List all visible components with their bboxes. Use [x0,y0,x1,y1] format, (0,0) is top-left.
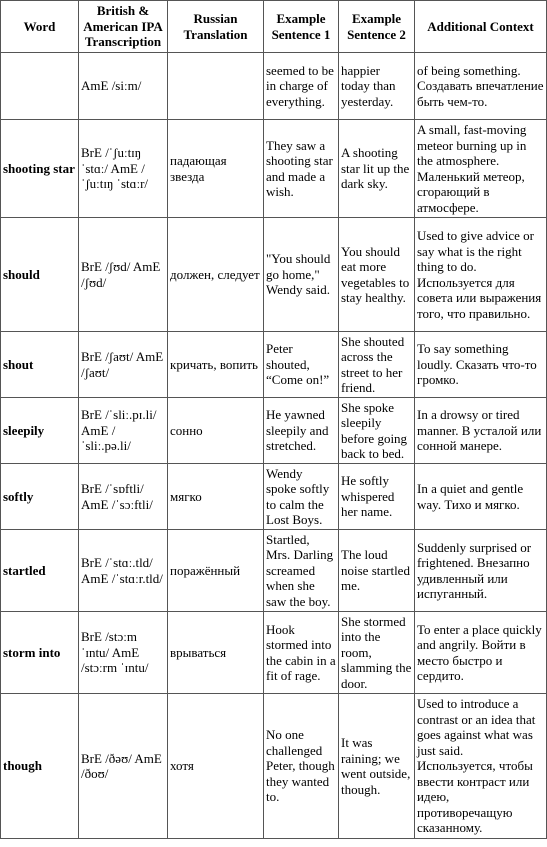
ipa-cell: BrE /ˈsɒftli/ AmE /ˈsɔːftli/ [79,464,168,530]
ipa-cell: BrE /stɔːm ˈɪntu/ AmE /stɔːrm ˈɪntu/ [79,612,168,694]
word-cell: should [1,218,79,332]
example-2-cell: You should eat more vegetables to stay healthy. [339,218,415,332]
table-row [1,398,547,464]
example-2-cell: He softly whispered her name. [339,464,415,530]
example-1-cell: No one challenged Peter, though they wanted to. [264,694,339,839]
word-cell: storm into [1,612,79,694]
russian-cell: хотя [168,694,264,839]
example-1-cell: Startled, Mrs. Darling screamed when she saw the boy. [264,530,339,612]
example-2-cell: She shouted across the street to her friend. [339,332,415,398]
ipa-cell: BrE /ʃʊd/ AmE /ʃʊd/ [79,218,168,332]
russian-cell: врываться [168,612,264,694]
table-row [1,694,547,839]
ipa-cell: BrE /ʃaʊt/ AmE /ʃaʊt/ [79,332,168,398]
header-row [1,1,547,53]
header-word: Word [1,1,79,53]
context-cell: To enter a place quickly and angrily. Войти в место быстро и сердито. [415,612,547,694]
context-cell: In a drowsy or tired manner. В усталой или сонной манере. [415,398,547,464]
context-cell: of being something. Создавать впечатление быть чем-то. [415,53,547,120]
context-cell: Suddenly surprised or frightened. Внезапно удивленный или испуганный. [415,530,547,612]
word-cell: softly [1,464,79,530]
table-row [1,464,547,530]
header-example-1: Example Sentence 1 [264,1,339,53]
russian-cell: поражённый [168,530,264,612]
header-example-2: Example Sentence 2 [339,1,415,53]
table-row [1,332,547,398]
header-ipa: British & American IPA Transcription [79,1,168,53]
ipa-cell: BrE /ˈstɑː.tld/ AmE /ˈstɑːr.tld/ [79,530,168,612]
table-row [1,530,547,612]
word-cell: shout [1,332,79,398]
context-cell: A small, fast-moving meteor burning up in the atmosphere. Маленький метеор, сгорающий в атмосфере. [415,120,547,218]
context-cell: Used to give advice or say what is the right thing to do. Используется для совета или выражения того, что правильно. [415,218,547,332]
word-cell: sleepily [1,398,79,464]
example-2-cell: The loud noise startled me. [339,530,415,612]
table-row [1,612,547,694]
russian-cell: кричать, вопить [168,332,264,398]
context-cell: Used to introduce a contrast or an idea that goes against what was just said. Используется, чтобы ввести контраст или идею, противоречащую сказанному. [415,694,547,839]
example-1-cell: Hook stormed into the cabin in a fit of rage. [264,612,339,694]
header-context: Additional Context [415,1,547,53]
example-2-cell: It was raining; we went outside, though. [339,694,415,839]
example-2-cell: She spoke sleepily before going back to bed. [339,398,415,464]
russian-cell: сонно [168,398,264,464]
word-cell [1,53,79,120]
example-1-cell: seemed to be in charge of everything. [264,53,339,120]
russian-cell: падающая звезда [168,120,264,218]
word-cell: startled [1,530,79,612]
example-1-cell: Wendy spoke softly to calm the Lost Boys. [264,464,339,530]
example-1-cell: "You should go home," Wendy said. [264,218,339,332]
table-row [1,120,547,218]
example-1-cell: They saw a shooting star and made a wish. [264,120,339,218]
context-cell: In a quiet and gentle way. Тихо и мягко. [415,464,547,530]
header-russian: Russian Translation [168,1,264,53]
word-cell: though [1,694,79,839]
russian-cell: должен, следует [168,218,264,332]
context-cell: To say something loudly. Сказать что-то громко. [415,332,547,398]
example-2-cell: She stormed into the room, slamming the door. [339,612,415,694]
ipa-cell: AmE /siːm/ [79,53,168,120]
russian-cell [168,53,264,120]
example-1-cell: Peter shouted, “Come on!” [264,332,339,398]
table-row [1,53,547,120]
example-1-cell: He yawned sleepily and stretched. [264,398,339,464]
table-row [1,218,547,332]
ipa-cell: BrE /ˈʃuːtɪŋ ˈstɑː/ AmE /ˈʃuːtɪŋ ˈstɑːr/ [79,120,168,218]
russian-cell: мягко [168,464,264,530]
word-cell: shooting star [1,120,79,218]
example-2-cell: A shooting star lit up the dark sky. [339,120,415,218]
ipa-cell: BrE /ðəʊ/ AmE /ðoʊ/ [79,694,168,839]
ipa-cell: BrE /ˈsliː.pɪ.li/ AmE /ˈsliː.pə.li/ [79,398,168,464]
example-2-cell: happier today than yesterday. [339,53,415,120]
